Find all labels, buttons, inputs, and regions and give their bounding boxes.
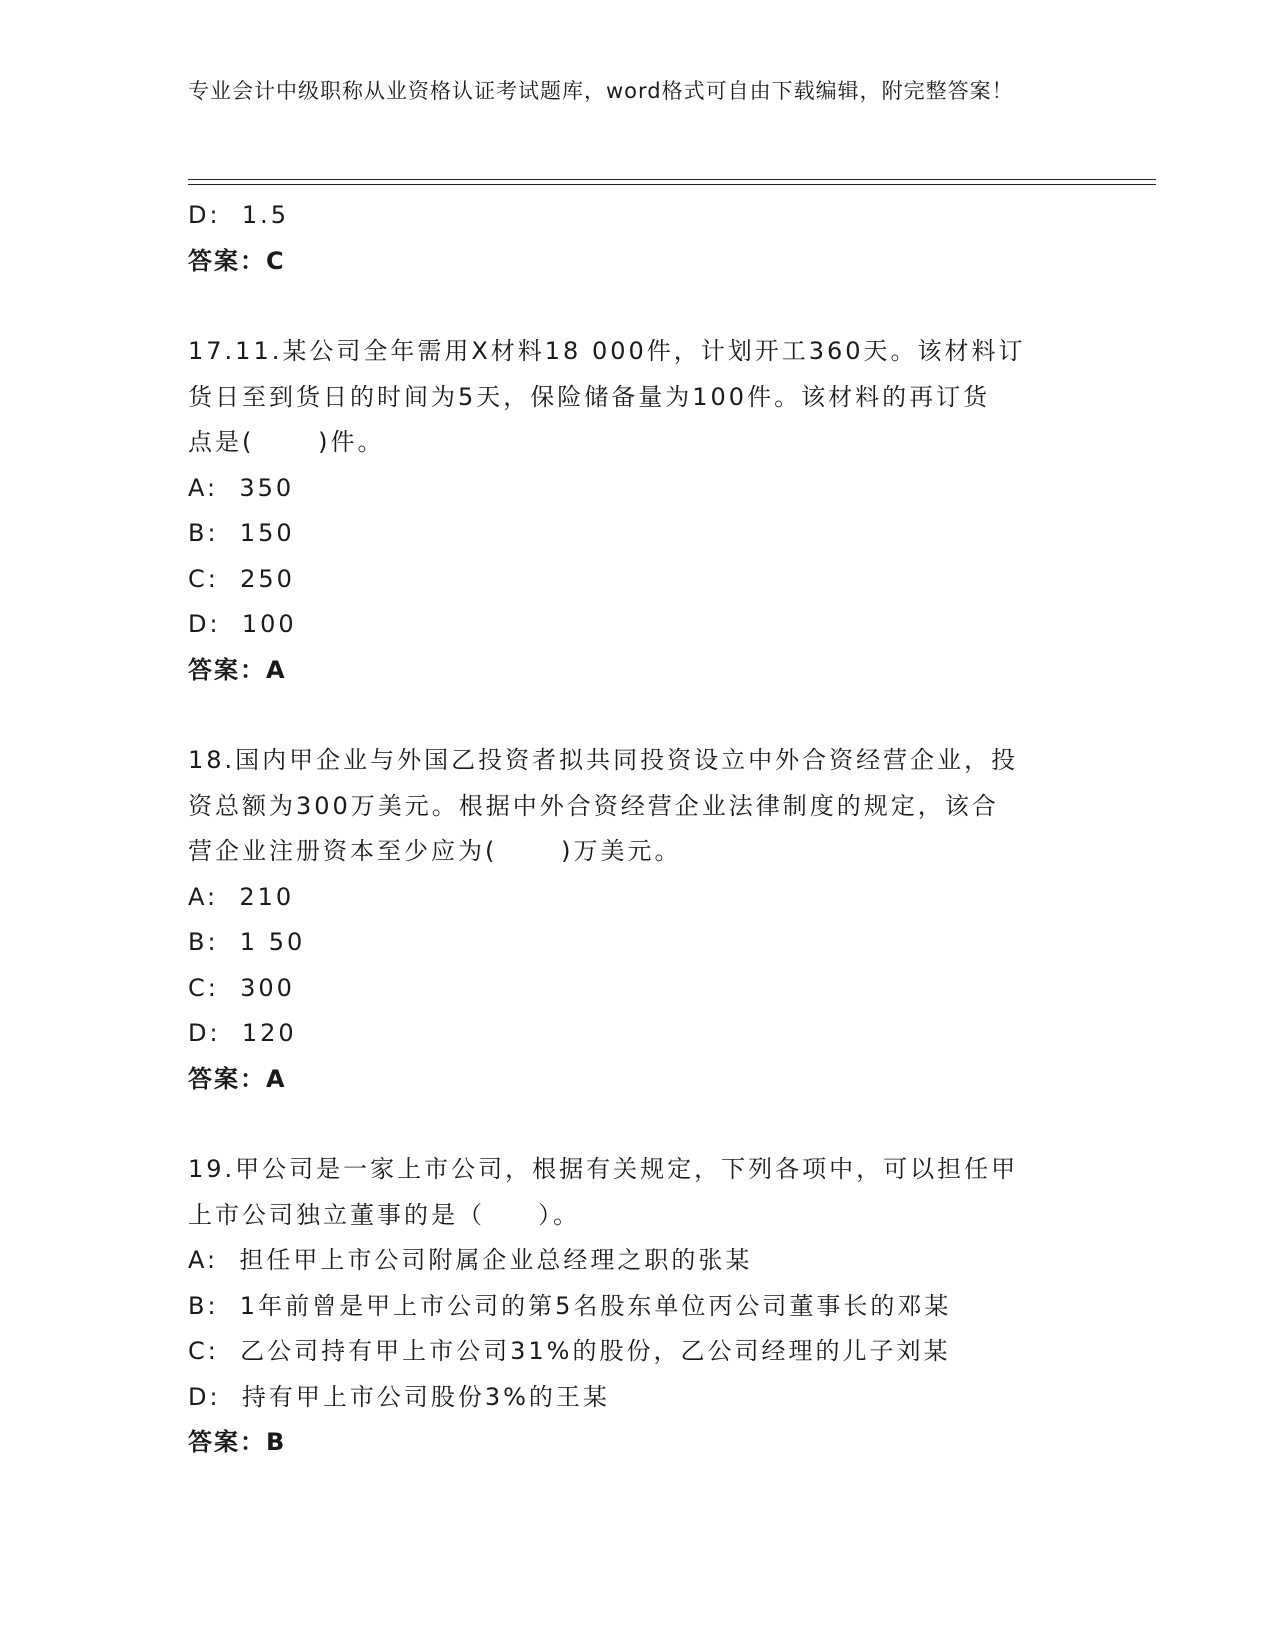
option-c: C: 250 <box>188 564 295 593</box>
question-text-line: 货日至到货日的时间为5天，保险储备量为100件。该材料的再订货 <box>188 382 991 411</box>
answer-line: 答案：A <box>188 1064 287 1093</box>
option-a: A: 担任甲上市公司附属企业总经理之职的张某 <box>188 1246 753 1274</box>
option-b: B: 1 50 <box>188 928 306 956</box>
answer-line: 答案：A <box>188 655 287 684</box>
document-header: 专业会计中级职称从业资格认证考试题库，word格式可自由下载编辑，附完整答案！ <box>188 79 1014 103</box>
option-d: D: 100 <box>188 610 297 638</box>
option-b: B: 150 <box>188 519 295 547</box>
question-text-line: 17.11.某公司全年需用X材料18 000件，计划开工360天。该材料订 <box>188 337 1026 365</box>
question-19 <box>188 1147 1068 1466</box>
option-a: A: 210 <box>188 882 295 911</box>
option-d: D: 持有甲上市公司股份3%的王某 <box>188 1382 610 1411</box>
question-text-line: 上市公司独立董事的是（ ）。 <box>188 1200 581 1229</box>
question-text-line: 18.国内甲企业与外国乙投资者拟共同投资设立中外合资经营企业，投 <box>188 746 1019 774</box>
document-body <box>188 193 1068 1466</box>
option-a: A: 350 <box>188 473 295 502</box>
option-c: C: 300 <box>188 973 295 1002</box>
option-d: D: 1.5 <box>188 201 289 229</box>
option-c: C: 乙公司持有甲上市公司31%的股份，乙公司经理的儿子刘某 <box>188 1337 951 1365</box>
header-rule-bottom <box>188 184 1156 185</box>
question-text-line: 营企业注册资本至少应为( )万美元。 <box>188 837 682 865</box>
answer-line: 答案：C <box>188 246 286 275</box>
question-text-line: 点是( )件。 <box>188 428 385 456</box>
header-rule-top <box>188 179 1156 180</box>
question-18 <box>188 738 1068 1102</box>
answer-line: 答案：B <box>188 1428 287 1456</box>
question-text-line: 19.甲公司是一家上市公司，根据有关规定，下列各项中，可以担任甲 <box>188 1155 1019 1183</box>
question-17 <box>188 329 1068 693</box>
option-d: D: 120 <box>188 1019 297 1047</box>
question-text-line: 资总额为300万美元。根据中外合资经营企业法律制度的规定，该合 <box>188 791 999 820</box>
option-b: B: 1年前曾是甲上市公司的第5名股东单位丙公司董事长的邓某 <box>188 1291 952 1320</box>
